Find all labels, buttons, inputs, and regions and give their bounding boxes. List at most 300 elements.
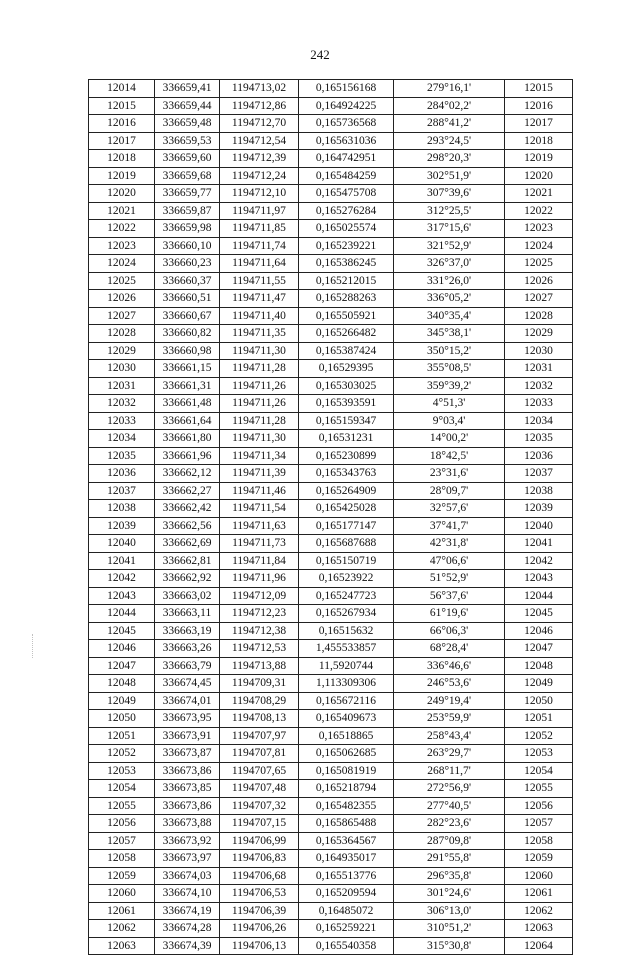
table-row — [89, 832, 573, 850]
table-row — [89, 675, 573, 693]
x-coordinate-cell: 336663,02 — [155, 587, 220, 605]
point-to-cell: 12052 — [505, 727, 573, 745]
bearing-cell: 277°40,5' — [394, 797, 505, 815]
y-coordinate-cell: 1194711,73 — [220, 535, 299, 553]
x-coordinate-cell: 336663,26 — [155, 640, 220, 658]
y-coordinate-cell: 1194711,74 — [220, 237, 299, 255]
point-to-cell: 12021 — [505, 185, 573, 203]
y-coordinate-cell: 1194712,09 — [220, 587, 299, 605]
distance-cell: 0,165247723 — [299, 587, 394, 605]
x-coordinate-cell: 336662,42 — [155, 500, 220, 518]
distance-cell: 0,165631036 — [299, 132, 394, 150]
x-coordinate-cell: 336663,11 — [155, 605, 220, 623]
bearing-cell: 331°26,0' — [394, 272, 505, 290]
point-from-cell: 12052 — [89, 745, 155, 763]
x-coordinate-cell: 336659,68 — [155, 167, 220, 185]
bearing-cell: 68°28,4' — [394, 640, 505, 658]
bearing-cell: 23°31,6' — [394, 465, 505, 483]
point-to-cell: 12029 — [505, 325, 573, 343]
point-to-cell: 12062 — [505, 902, 573, 920]
y-coordinate-cell: 1194711,39 — [220, 465, 299, 483]
y-coordinate-cell: 1194712,70 — [220, 115, 299, 133]
table-row — [89, 500, 573, 518]
point-to-cell: 12037 — [505, 465, 573, 483]
bearing-cell: 282°23,6' — [394, 815, 505, 833]
point-from-cell: 12055 — [89, 797, 155, 815]
distance-cell: 0,165150719 — [299, 552, 394, 570]
point-from-cell: 12049 — [89, 692, 155, 710]
y-coordinate-cell: 1194713,02 — [220, 80, 299, 98]
x-coordinate-cell: 336662,27 — [155, 482, 220, 500]
y-coordinate-cell: 1194706,83 — [220, 850, 299, 868]
margin-mark — [32, 634, 38, 658]
coordinates-table — [88, 79, 573, 955]
bearing-cell: 51°52,9' — [394, 570, 505, 588]
point-to-cell: 12059 — [505, 850, 573, 868]
point-from-cell: 12063 — [89, 937, 155, 955]
point-from-cell: 12056 — [89, 815, 155, 833]
point-from-cell: 12058 — [89, 850, 155, 868]
table-row — [89, 605, 573, 623]
distance-cell: 0,165540358 — [299, 937, 394, 955]
x-coordinate-cell: 336660,37 — [155, 272, 220, 290]
distance-cell: 0,16515632 — [299, 622, 394, 640]
bearing-cell: 355°08,5' — [394, 360, 505, 378]
table-row — [89, 395, 573, 413]
distance-cell: 0,165475708 — [299, 185, 394, 203]
page-number: 242 — [310, 47, 330, 62]
distance-cell: 1,113309306 — [299, 675, 394, 693]
point-to-cell: 12032 — [505, 377, 573, 395]
point-to-cell: 12016 — [505, 97, 573, 115]
x-coordinate-cell: 336673,97 — [155, 850, 220, 868]
y-coordinate-cell: 1194712,24 — [220, 167, 299, 185]
point-to-cell: 12025 — [505, 255, 573, 273]
point-from-cell: 12061 — [89, 902, 155, 920]
bearing-cell: 246°53,6' — [394, 675, 505, 693]
point-to-cell: 12045 — [505, 605, 573, 623]
y-coordinate-cell: 1194706,26 — [220, 920, 299, 938]
y-coordinate-cell: 1194713,88 — [220, 657, 299, 675]
y-coordinate-cell: 1194711,64 — [220, 255, 299, 273]
bearing-cell: 345°38,1' — [394, 325, 505, 343]
x-coordinate-cell: 336659,87 — [155, 202, 220, 220]
distance-cell: 0,165303025 — [299, 377, 394, 395]
bearing-cell: 258°43,4' — [394, 727, 505, 745]
distance-cell: 0,165264909 — [299, 482, 394, 500]
bearing-cell: 288°41,2' — [394, 115, 505, 133]
y-coordinate-cell: 1194712,10 — [220, 185, 299, 203]
table-body — [89, 80, 573, 955]
point-from-cell: 12035 — [89, 447, 155, 465]
x-coordinate-cell: 336660,10 — [155, 237, 220, 255]
y-coordinate-cell: 1194709,31 — [220, 675, 299, 693]
table-row — [89, 482, 573, 500]
distance-cell: 0,165081919 — [299, 762, 394, 780]
bearing-cell: 37°41,7' — [394, 517, 505, 535]
table-row — [89, 167, 573, 185]
table-row — [89, 342, 573, 360]
table-row — [89, 815, 573, 833]
x-coordinate-cell: 336661,64 — [155, 412, 220, 430]
y-coordinate-cell: 1194711,26 — [220, 395, 299, 413]
point-from-cell: 12050 — [89, 710, 155, 728]
distance-cell: 0,165276284 — [299, 202, 394, 220]
table-row — [89, 430, 573, 448]
table-row — [89, 115, 573, 133]
x-coordinate-cell: 336673,86 — [155, 762, 220, 780]
y-coordinate-cell: 1194711,54 — [220, 500, 299, 518]
table-row — [89, 150, 573, 168]
point-to-cell: 12064 — [505, 937, 573, 955]
bearing-cell: 18°42,5' — [394, 447, 505, 465]
point-to-cell: 12058 — [505, 832, 573, 850]
x-coordinate-cell: 336659,53 — [155, 132, 220, 150]
x-coordinate-cell: 336661,48 — [155, 395, 220, 413]
point-to-cell: 12030 — [505, 342, 573, 360]
table-row — [89, 727, 573, 745]
y-coordinate-cell: 1194706,53 — [220, 885, 299, 903]
y-coordinate-cell: 1194711,55 — [220, 272, 299, 290]
y-coordinate-cell: 1194706,99 — [220, 832, 299, 850]
distance-cell: 0,16529395 — [299, 360, 394, 378]
table-row — [89, 797, 573, 815]
bearing-cell: 336°05,2' — [394, 290, 505, 308]
x-coordinate-cell: 336673,91 — [155, 727, 220, 745]
x-coordinate-cell: 336673,87 — [155, 745, 220, 763]
y-coordinate-cell: 1194711,28 — [220, 412, 299, 430]
distance-cell: 0,164924225 — [299, 97, 394, 115]
x-coordinate-cell: 336662,12 — [155, 465, 220, 483]
bearing-cell: 326°37,0' — [394, 255, 505, 273]
y-coordinate-cell: 1194711,28 — [220, 360, 299, 378]
x-coordinate-cell: 336659,77 — [155, 185, 220, 203]
bearing-cell: 42°31,8' — [394, 535, 505, 553]
y-coordinate-cell: 1194707,65 — [220, 762, 299, 780]
distance-cell: 0,165387424 — [299, 342, 394, 360]
point-from-cell: 12023 — [89, 237, 155, 255]
y-coordinate-cell: 1194707,97 — [220, 727, 299, 745]
y-coordinate-cell: 1194711,96 — [220, 570, 299, 588]
point-to-cell: 12042 — [505, 552, 573, 570]
bearing-cell: 14°00,2' — [394, 430, 505, 448]
distance-cell: 0,165343763 — [299, 465, 394, 483]
distance-cell: 0,16523922 — [299, 570, 394, 588]
table-row — [89, 272, 573, 290]
point-to-cell: 12046 — [505, 622, 573, 640]
point-from-cell: 12054 — [89, 780, 155, 798]
point-to-cell: 12033 — [505, 395, 573, 413]
distance-cell: 0,165159347 — [299, 412, 394, 430]
distance-cell: 0,165865488 — [299, 815, 394, 833]
point-from-cell: 12021 — [89, 202, 155, 220]
table-row — [89, 640, 573, 658]
point-to-cell: 12043 — [505, 570, 573, 588]
y-coordinate-cell: 1194711,47 — [220, 290, 299, 308]
bearing-cell: 359°39,2' — [394, 377, 505, 395]
x-coordinate-cell: 336673,92 — [155, 832, 220, 850]
distance-cell: 0,165212015 — [299, 272, 394, 290]
y-coordinate-cell: 1194706,39 — [220, 902, 299, 920]
point-to-cell: 12036 — [505, 447, 573, 465]
y-coordinate-cell: 1194711,85 — [220, 220, 299, 238]
point-to-cell: 12061 — [505, 885, 573, 903]
table-row — [89, 780, 573, 798]
point-from-cell: 12036 — [89, 465, 155, 483]
table-row — [89, 97, 573, 115]
x-coordinate-cell: 336660,98 — [155, 342, 220, 360]
point-from-cell: 12057 — [89, 832, 155, 850]
point-to-cell: 12026 — [505, 272, 573, 290]
table-row — [89, 255, 573, 273]
bearing-cell: 4°51,3' — [394, 395, 505, 413]
table-row — [89, 762, 573, 780]
y-coordinate-cell: 1194712,39 — [220, 150, 299, 168]
bearing-cell: 312°25,5' — [394, 202, 505, 220]
distance-cell: 0,165267934 — [299, 605, 394, 623]
point-from-cell: 12039 — [89, 517, 155, 535]
x-coordinate-cell: 336674,01 — [155, 692, 220, 710]
point-from-cell: 12022 — [89, 220, 155, 238]
x-coordinate-cell: 336674,39 — [155, 937, 220, 955]
x-coordinate-cell: 336660,67 — [155, 307, 220, 325]
point-from-cell: 12062 — [89, 920, 155, 938]
table-row — [89, 587, 573, 605]
point-from-cell: 12045 — [89, 622, 155, 640]
point-from-cell: 12034 — [89, 430, 155, 448]
distance-cell: 0,165156168 — [299, 80, 394, 98]
y-coordinate-cell: 1194706,68 — [220, 867, 299, 885]
point-from-cell: 12041 — [89, 552, 155, 570]
point-to-cell: 12057 — [505, 815, 573, 833]
bearing-cell: 279°16,1' — [394, 80, 505, 98]
point-from-cell: 12060 — [89, 885, 155, 903]
point-to-cell: 12048 — [505, 657, 573, 675]
point-to-cell: 12024 — [505, 237, 573, 255]
y-coordinate-cell: 1194707,32 — [220, 797, 299, 815]
table-row — [89, 657, 573, 675]
distance-cell: 0,165062685 — [299, 745, 394, 763]
table-row — [89, 360, 573, 378]
bearing-cell: 340°35,4' — [394, 307, 505, 325]
bearing-cell: 310°51,2' — [394, 920, 505, 938]
x-coordinate-cell: 336659,41 — [155, 80, 220, 98]
distance-cell: 0,165266482 — [299, 325, 394, 343]
bearing-cell: 336°46,6' — [394, 657, 505, 675]
point-to-cell: 12017 — [505, 115, 573, 133]
x-coordinate-cell: 336661,96 — [155, 447, 220, 465]
point-from-cell: 12032 — [89, 395, 155, 413]
distance-cell: 0,16531231 — [299, 430, 394, 448]
y-coordinate-cell: 1194712,23 — [220, 605, 299, 623]
point-to-cell: 12031 — [505, 360, 573, 378]
y-coordinate-cell: 1194707,48 — [220, 780, 299, 798]
x-coordinate-cell: 336660,23 — [155, 255, 220, 273]
point-to-cell: 12038 — [505, 482, 573, 500]
table-row — [89, 850, 573, 868]
bearing-cell: 306°13,0' — [394, 902, 505, 920]
distance-cell: 0,165259221 — [299, 920, 394, 938]
y-coordinate-cell: 1194711,97 — [220, 202, 299, 220]
x-coordinate-cell: 336674,45 — [155, 675, 220, 693]
bearing-cell: 47°06,6' — [394, 552, 505, 570]
bearing-cell: 253°59,9' — [394, 710, 505, 728]
x-coordinate-cell: 336659,44 — [155, 97, 220, 115]
bearing-cell: 317°15,6' — [394, 220, 505, 238]
x-coordinate-cell: 336662,56 — [155, 517, 220, 535]
y-coordinate-cell: 1194707,81 — [220, 745, 299, 763]
x-coordinate-cell: 336673,85 — [155, 780, 220, 798]
distance-cell: 1,455533857 — [299, 640, 394, 658]
point-to-cell: 12028 — [505, 307, 573, 325]
y-coordinate-cell: 1194712,86 — [220, 97, 299, 115]
table-row — [89, 290, 573, 308]
distance-cell: 0,16518865 — [299, 727, 394, 745]
y-coordinate-cell: 1194711,34 — [220, 447, 299, 465]
point-to-cell: 12049 — [505, 675, 573, 693]
bearing-cell: 350°15,2' — [394, 342, 505, 360]
point-from-cell: 12047 — [89, 657, 155, 675]
y-coordinate-cell: 1194711,35 — [220, 325, 299, 343]
point-from-cell: 12044 — [89, 605, 155, 623]
point-from-cell: 12017 — [89, 132, 155, 150]
bearing-cell: 296°35,8' — [394, 867, 505, 885]
x-coordinate-cell: 336663,19 — [155, 622, 220, 640]
distance-cell: 0,16485072 — [299, 902, 394, 920]
distance-cell: 0,165386245 — [299, 255, 394, 273]
x-coordinate-cell: 336662,92 — [155, 570, 220, 588]
point-to-cell: 12039 — [505, 500, 573, 518]
point-to-cell: 12056 — [505, 797, 573, 815]
bearing-cell: 315°30,8' — [394, 937, 505, 955]
point-to-cell: 12041 — [505, 535, 573, 553]
point-from-cell: 12048 — [89, 675, 155, 693]
point-from-cell: 12027 — [89, 307, 155, 325]
distance-cell: 0,165393591 — [299, 395, 394, 413]
x-coordinate-cell: 336661,31 — [155, 377, 220, 395]
distance-cell: 0,165505921 — [299, 307, 394, 325]
table-row — [89, 447, 573, 465]
point-from-cell: 12026 — [89, 290, 155, 308]
table-row — [89, 412, 573, 430]
bearing-cell: 61°19,6' — [394, 605, 505, 623]
x-coordinate-cell: 336659,48 — [155, 115, 220, 133]
distance-cell: 0,165687688 — [299, 535, 394, 553]
point-from-cell: 12059 — [89, 867, 155, 885]
y-coordinate-cell: 1194707,15 — [220, 815, 299, 833]
point-from-cell: 12037 — [89, 482, 155, 500]
table-row — [89, 692, 573, 710]
y-coordinate-cell: 1194708,29 — [220, 692, 299, 710]
table-row — [89, 465, 573, 483]
distance-cell: 0,165218794 — [299, 780, 394, 798]
distance-cell: 0,165736568 — [299, 115, 394, 133]
distance-cell: 0,165230899 — [299, 447, 394, 465]
x-coordinate-cell: 336673,95 — [155, 710, 220, 728]
y-coordinate-cell: 1194711,30 — [220, 430, 299, 448]
distance-cell: 0,165288263 — [299, 290, 394, 308]
point-from-cell: 12029 — [89, 342, 155, 360]
table-row — [89, 937, 573, 955]
x-coordinate-cell: 336674,19 — [155, 902, 220, 920]
y-coordinate-cell: 1194712,53 — [220, 640, 299, 658]
point-from-cell: 12018 — [89, 150, 155, 168]
table-row — [89, 920, 573, 938]
distance-cell: 0,165025574 — [299, 220, 394, 238]
distance-cell: 0,165513776 — [299, 867, 394, 885]
distance-cell: 0,165482355 — [299, 797, 394, 815]
bearing-cell: 32°57,6' — [394, 500, 505, 518]
point-to-cell: 12054 — [505, 762, 573, 780]
point-from-cell: 12020 — [89, 185, 155, 203]
y-coordinate-cell: 1194711,63 — [220, 517, 299, 535]
point-from-cell: 12015 — [89, 97, 155, 115]
table-row — [89, 570, 573, 588]
distance-cell: 0,165672116 — [299, 692, 394, 710]
bearing-cell: 66°06,3' — [394, 622, 505, 640]
x-coordinate-cell: 336660,82 — [155, 325, 220, 343]
bearing-cell: 307°39,6' — [394, 185, 505, 203]
point-to-cell: 12051 — [505, 710, 573, 728]
x-coordinate-cell: 336674,10 — [155, 885, 220, 903]
point-to-cell: 12044 — [505, 587, 573, 605]
table-row — [89, 325, 573, 343]
y-coordinate-cell: 1194711,30 — [220, 342, 299, 360]
bearing-cell: 28°09,7' — [394, 482, 505, 500]
distance-cell: 0,165425028 — [299, 500, 394, 518]
distance-cell: 0,165484259 — [299, 167, 394, 185]
point-from-cell: 12024 — [89, 255, 155, 273]
point-from-cell: 12019 — [89, 167, 155, 185]
point-to-cell: 12015 — [505, 80, 573, 98]
table-row — [89, 710, 573, 728]
point-from-cell: 12042 — [89, 570, 155, 588]
table-row — [89, 517, 573, 535]
distance-cell: 0,164742951 — [299, 150, 394, 168]
point-from-cell: 12016 — [89, 115, 155, 133]
bearing-cell: 263°29,7' — [394, 745, 505, 763]
distance-cell: 0,165209594 — [299, 885, 394, 903]
point-from-cell: 12028 — [89, 325, 155, 343]
point-from-cell: 12025 — [89, 272, 155, 290]
y-coordinate-cell: 1194712,54 — [220, 132, 299, 150]
distance-cell: 0,165239221 — [299, 237, 394, 255]
point-from-cell: 12030 — [89, 360, 155, 378]
point-to-cell: 12035 — [505, 430, 573, 448]
bearing-cell: 293°24,5' — [394, 132, 505, 150]
point-from-cell: 12014 — [89, 80, 155, 98]
table-row — [89, 202, 573, 220]
distance-cell: 0,164935017 — [299, 850, 394, 868]
point-to-cell: 12055 — [505, 780, 573, 798]
bearing-cell: 56°37,6' — [394, 587, 505, 605]
table-row — [89, 80, 573, 98]
bearing-cell: 9°03,4' — [394, 412, 505, 430]
point-to-cell: 12063 — [505, 920, 573, 938]
bearing-cell: 284°02,2' — [394, 97, 505, 115]
distance-cell: 11,5920744 — [299, 657, 394, 675]
point-to-cell: 12018 — [505, 132, 573, 150]
point-to-cell: 12027 — [505, 290, 573, 308]
point-to-cell: 12023 — [505, 220, 573, 238]
table-row — [89, 185, 573, 203]
distance-cell: 0,165177147 — [299, 517, 394, 535]
x-coordinate-cell: 336674,03 — [155, 867, 220, 885]
y-coordinate-cell: 1194706,13 — [220, 937, 299, 955]
x-coordinate-cell: 336660,51 — [155, 290, 220, 308]
point-from-cell: 12031 — [89, 377, 155, 395]
point-from-cell: 12046 — [89, 640, 155, 658]
